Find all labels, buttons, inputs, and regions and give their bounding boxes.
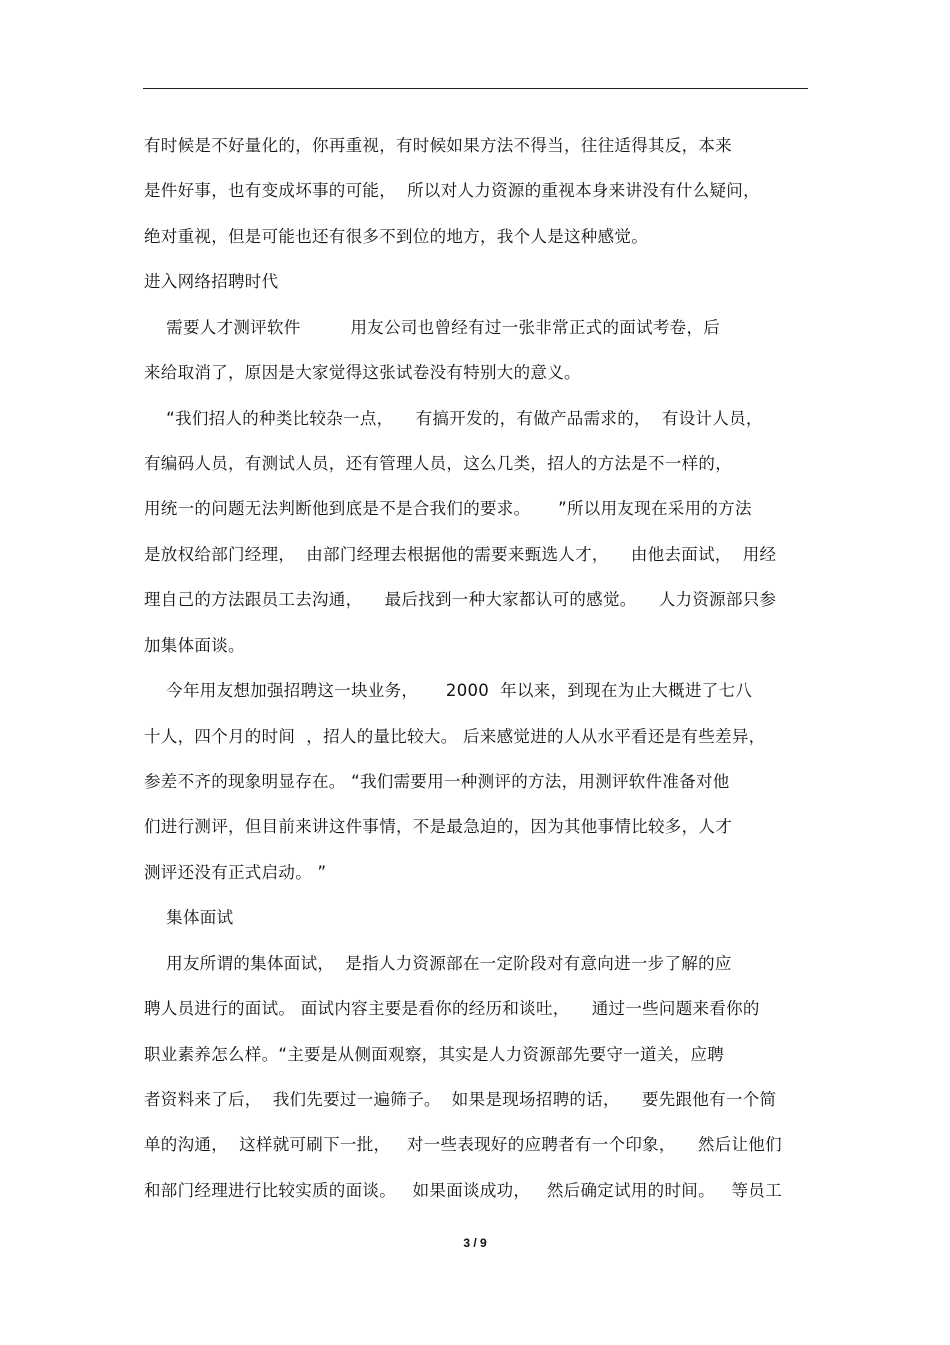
text-line: 理自己的方法跟员工去沟通， 最后找到一种大家都认可的感觉。 人力资源部只参: [144, 590, 777, 609]
text-line: 测评还没有正式启动。 ”: [144, 863, 327, 882]
text-line: 需要人才测评软件 用友公司也曾经有过一张非常正式的面试考卷，后: [144, 318, 721, 337]
header-rule: [143, 88, 808, 89]
text-line: 职业素养怎么样。“主要是从侧面观察，其实是人力资源部先要守一道关，应聘: [144, 1045, 725, 1064]
text-line: 来给取消了，原因是大家觉得这张试卷没有特别大的意义。: [144, 363, 581, 382]
text-line: 参差不齐的现象明显存在。 “我们需要用一种测评的方法，用测评软件准备对他: [144, 772, 730, 791]
text-line: 和部门经理进行比较实质的面谈。 如果面谈成功， 然后确定试用的时间。 等员工: [144, 1181, 782, 1200]
text-line: 用统一的问题无法判断他到底是不是合我们的要求。 ”所以用友现在采用的方法: [144, 499, 752, 518]
text-line: 绝对重视，但是可能也还有很多不到位的地方，我个人是这种感觉。: [144, 227, 648, 246]
text-line: 有时候是不好量化的，你再重视，有时候如果方法不得当，往往适得其反，本来: [144, 136, 732, 155]
text-line: 们进行测评，但目前来讲这件事情，不是最急迫的，因为其他事情比较多，人才: [144, 817, 732, 836]
text-line: 加集体面谈。: [144, 636, 245, 655]
section-heading: 集体面试: [144, 908, 234, 927]
text-line: 用友所谓的集体面试， 是指人力资源部在一定阶段对有意向进一步了解的应: [144, 954, 732, 973]
text-line: 是件好事，也有变成坏事的可能， 所以对人力资源的重视本身来讲没有什么疑问，: [144, 181, 760, 200]
section-heading: 进入网络招聘时代: [144, 272, 279, 291]
text-line: 有编码人员，有测试人员，还有管理人员，这么几类，招人的方法是不一样的，: [144, 454, 732, 473]
text-line: 今年用友想加强招聘这一块业务， 2000 年以来，到现在为止大概进了七八: [144, 681, 753, 700]
text-line: 者资料来了后， 我们先要过一遍筛子。 如果是现场招聘的话， 要先跟他有一个简: [144, 1090, 777, 1109]
page-number: 3 / 9: [463, 1236, 487, 1250]
text-line: 是放权给部门经理， 由部门经理去根据他的需要来甄选人才， 由他去面试， 用经: [144, 545, 777, 564]
text-line: 单的沟通， 这样就可刷下一批， 对一些表现好的应聘者有一个印象， 然后让他们: [144, 1135, 782, 1154]
text-line: 十人，四个月的时间 ，招人的量比较大。 后来感觉进的人从水平看还是有些差异，: [144, 727, 766, 746]
text-line: “我们招人的种类比较杂一点， 有搞开发的，有做产品需求的， 有设计人员，: [144, 409, 763, 428]
text-line: 聘人员进行的面试。 面试内容主要是看你的经历和谈吐， 通过一些问题来看你的: [144, 999, 760, 1018]
